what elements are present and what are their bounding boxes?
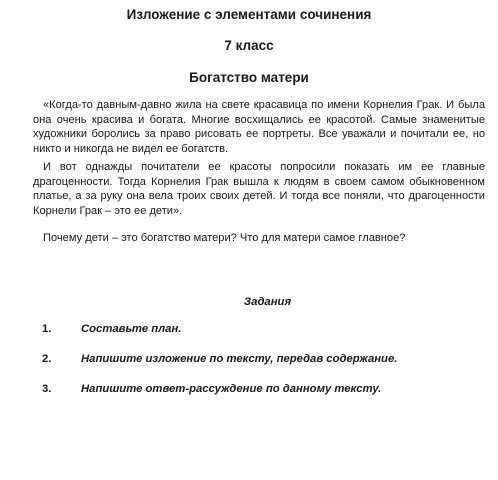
task-item-2 [0, 353, 498, 369]
grade-label: 7 класс [224, 38, 274, 53]
task-number: 1. [42, 323, 52, 335]
task-number: 2. [42, 353, 52, 365]
story-title: Богатство матери [189, 70, 309, 85]
task-text: Напишите изложение по тексту, передав содержание. [81, 353, 398, 365]
task-number: 3. [42, 383, 52, 395]
text-paragraph-2: И вот однажды почитатели ее красоты попросили показать им ее главные драгоценности. Тогда Корнелия Грак вышла к людям в своем самом обыкновенном платье, а за руку она вела троих своих детей. И тогда все поняли, что драгоценности Корнели Грак – это ее дети». [33, 161, 485, 217]
task-text: Составьте план. [81, 323, 182, 335]
task-item-1 [0, 323, 498, 339]
tasks-heading: Задания [243, 296, 292, 308]
document-title: Изложение с элементами сочинения [126, 7, 372, 22]
task-item-3 [0, 383, 498, 399]
task-text: Напишите ответ-рассуждение по данному тексту. [81, 383, 382, 395]
question-paragraph: Почему дети – это богатство матери? Что для матери самое главное? [43, 232, 406, 244]
text-paragraph-1: «Когда-то давным-давно жила на свете красавица по имени Корнелия Грак. И была она очень красива и богата. Многие восхищались ее красотой. Самые знаменитые художники боролись за право рисовать ее портреты. Все уважали и почитали ее, но никто и никогда не видел ее богатств. [33, 99, 485, 155]
